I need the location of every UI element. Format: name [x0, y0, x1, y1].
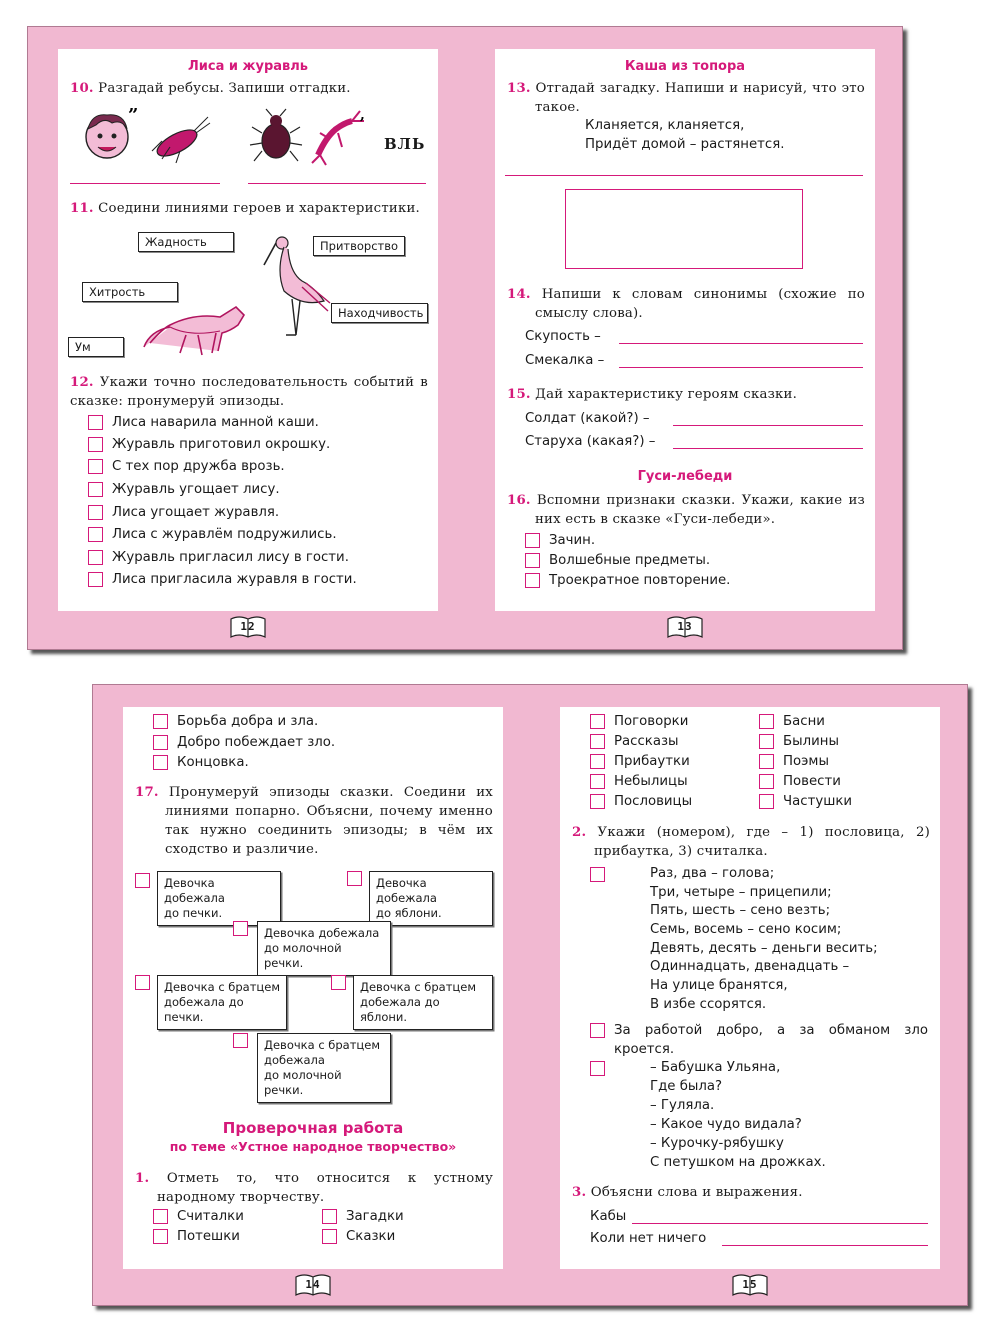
task-14 — [507, 285, 865, 323]
story-title-axe-porridge: Каша из топора — [624, 59, 746, 74]
sequence-item — [88, 437, 330, 452]
answer-line-riddle[interactable] — [505, 175, 863, 176]
synonym-line-1[interactable] — [619, 343, 863, 344]
verse-line: – Какое чудо видала? — [650, 1117, 802, 1132]
episode-card-3[interactable]: Девочка добежала до молочной речки. — [257, 921, 391, 976]
genre-text: Считалки — [177, 1209, 244, 1224]
task-16 — [507, 491, 865, 529]
fairy-feature-item — [153, 714, 318, 729]
label-pretense[interactable]: Притворство — [313, 236, 405, 256]
story-title-fox-crane: Лиса и журавль — [187, 59, 308, 74]
genre-item — [759, 774, 841, 789]
sequence-item — [88, 572, 357, 587]
sequence-checkbox-2[interactable] — [88, 437, 103, 452]
page-number-12: 12 — [229, 615, 267, 641]
page-number-14: 14 — [294, 1273, 332, 1299]
verse-checkbox-proverb[interactable] — [590, 1023, 605, 1038]
crane-picture — [262, 231, 332, 339]
page-13 — [495, 49, 875, 633]
rebus-2-pictures — [248, 107, 368, 167]
genre-checkbox[interactable] — [759, 734, 774, 749]
proverb-line-2: кроется. — [614, 1042, 675, 1057]
sequence-checkbox-6[interactable] — [88, 527, 103, 542]
genre-item — [759, 714, 825, 729]
riddle-line-2: Придёт домой – растянется. — [585, 137, 785, 152]
episode-card-1[interactable]: Девочка добежала до печки. — [157, 871, 281, 926]
genre-item — [590, 754, 690, 769]
genre-item — [322, 1229, 395, 1244]
genre-checkbox[interactable] — [590, 774, 605, 789]
genre-text: Пословицы — [614, 794, 693, 809]
genre-text: Поэмы — [783, 754, 829, 769]
task-13-number: 13. — [507, 81, 531, 96]
genre-item — [759, 734, 839, 749]
task-12-text: Укажи точно последовательность событий в сказке: пронумеруй эпизоды. — [70, 375, 428, 409]
page-12 — [58, 49, 438, 633]
fairy-feature-checkbox-3[interactable] — [153, 755, 168, 770]
story-title-geese-swans: Гуси-лебеди — [637, 469, 733, 484]
phrase-koli-net-nichego: Коли нет ничего — [590, 1231, 707, 1246]
svg-text:,: , — [360, 107, 365, 123]
task-12 — [70, 373, 428, 411]
fairy-feature-item — [153, 755, 249, 770]
task-10-number: 10. — [70, 81, 94, 96]
genre-text: Рассказы — [614, 734, 679, 749]
sequence-item — [88, 459, 285, 474]
word-kaby: Кабы — [590, 1209, 627, 1224]
genre-checkbox-counting[interactable] — [153, 1209, 168, 1224]
question-1 — [135, 1169, 493, 1207]
verse-line: В избе ссорятся. — [650, 997, 767, 1012]
sequence-text-6: Лиса с журавлём подружились. — [112, 527, 337, 542]
sequence-text-7: Журавль пригласил лису в гости. — [112, 550, 349, 565]
answer-line-rebus-2[interactable] — [248, 183, 426, 184]
svg-text:”: ” — [128, 107, 139, 126]
genre-text: Сказки — [346, 1229, 396, 1244]
spread-pages-14-15 — [92, 684, 968, 1306]
genre-checkbox[interactable] — [590, 734, 605, 749]
answer-line-koli[interactable] — [722, 1245, 928, 1246]
task-16-number: 16. — [507, 493, 531, 508]
fairy-feature-text-1: Борьба добра и зла. — [177, 714, 319, 729]
label-cunning[interactable]: Хитрость — [82, 282, 178, 302]
genre-checkbox[interactable] — [759, 794, 774, 809]
episode-checkbox-5[interactable] — [331, 975, 346, 990]
sequence-checkbox-4[interactable] — [88, 482, 103, 497]
feature-checkbox-3[interactable] — [525, 573, 540, 588]
page-number-13: 13 — [666, 615, 704, 641]
genre-item — [759, 754, 829, 769]
verse-line: Три, четыре – прицепили; — [650, 885, 832, 900]
feature-checkbox-1[interactable] — [525, 533, 540, 548]
fairy-feature-item — [153, 735, 335, 750]
episode-checkbox-2[interactable] — [347, 871, 362, 886]
task-15 — [507, 385, 865, 404]
genre-checkbox[interactable] — [590, 794, 605, 809]
episode-checkbox-6[interactable] — [233, 1033, 248, 1048]
sequence-item — [88, 527, 337, 542]
genre-text: Повести — [783, 774, 841, 789]
genre-text: Потешки — [177, 1229, 240, 1244]
verse-line: Девять, десять – деньги весить; — [650, 941, 878, 956]
fairy-feature-text-3: Концовка. — [177, 755, 249, 770]
task-17 — [135, 783, 493, 859]
sequence-checkbox-5[interactable] — [88, 505, 103, 520]
task-13-text: Отгадай загадку. Напиши и нарисуй, что это такое. — [535, 81, 865, 115]
hero-soldier-label: Солдат (какой?) – — [525, 411, 650, 426]
sequence-checkbox-1[interactable] — [88, 415, 103, 430]
verse-line: – Гуляла. — [650, 1098, 715, 1113]
fairy-feature-checkbox-1[interactable] — [153, 714, 168, 729]
genre-checkbox[interactable] — [759, 714, 774, 729]
answer-line-rebus-1[interactable] — [70, 183, 220, 184]
feature-item — [525, 553, 710, 568]
feature-text-2: Волшебные предметы. — [549, 553, 711, 568]
genre-text: Былины — [783, 734, 839, 749]
genre-text: Частушки — [783, 794, 853, 809]
synonym-word-1: Скупость – — [525, 329, 601, 344]
task-10-text: Разгадай ребусы. Запиши отгадки. — [98, 81, 351, 96]
genre-text: Прибаутки — [614, 754, 690, 769]
genre-text: Небылицы — [614, 774, 688, 789]
verse-checkbox-counting-rhyme[interactable] — [590, 867, 605, 882]
answer-line-kaby[interactable] — [632, 1223, 928, 1224]
task-11-number: 11. — [70, 201, 94, 216]
feature-checkbox-2[interactable] — [525, 553, 540, 568]
cockroach-icon — [152, 117, 210, 163]
genre-checkbox-tales[interactable] — [322, 1229, 337, 1244]
verse-line: Где была? — [650, 1079, 723, 1094]
riddle-line-1: Кланяется, кланяется, — [585, 118, 745, 133]
task-10 — [70, 79, 428, 98]
rebus-1-pictures — [82, 107, 212, 167]
genre-text: Загадки — [346, 1209, 404, 1224]
episode-checkbox-4[interactable] — [135, 975, 150, 990]
test-subtitle: по теме «Устное народное творчество» — [169, 1139, 457, 1154]
genre-checkbox[interactable] — [590, 714, 605, 729]
spread-pages-12-13 — [27, 26, 903, 650]
task-12-number: 12. — [70, 375, 94, 390]
episode-checkbox-3[interactable] — [233, 921, 248, 936]
task-17-text: Пронумеруй эпизоды сказки. Соедини их линиями попарно. Объясни, почему именно так нужно соединить эпизоды; в чём их сходство и различие. — [165, 785, 493, 857]
verse-line: Раз, два – голова; — [650, 866, 775, 881]
sequence-item — [88, 550, 349, 565]
proverb-line-1: За работой добро, а за обманом зло — [614, 1023, 928, 1038]
episode-card-4[interactable]: Девочка с братцем добежала до печки. — [157, 975, 287, 1030]
sequence-checkbox-3[interactable] — [88, 459, 103, 474]
task-11-text: Соедини линиями героев и характеристики. — [98, 201, 420, 216]
verse-checkbox-joke[interactable] — [590, 1061, 605, 1076]
beetle-icon — [250, 109, 302, 161]
verse-line: Семь, восемь – сено косим; — [650, 922, 842, 937]
sequence-text-3: С тех пор дружба врозь. — [112, 459, 285, 474]
page-number-15: 15 — [731, 1273, 769, 1299]
task-14-text: Напиши к словам синонимы (схожие по смыслу слова). — [535, 287, 865, 321]
episode-checkbox-1[interactable] — [135, 873, 150, 888]
genre-checkbox-riddles[interactable] — [322, 1209, 337, 1224]
episode-card-5[interactable]: Девочка с братцем добежала до яблони. — [353, 975, 493, 1030]
synonym-line-2[interactable] — [619, 367, 863, 368]
genre-text: Поговорки — [614, 714, 689, 729]
verse-line: С петушком на дрожках. — [650, 1155, 826, 1170]
hero-old-woman-line[interactable] — [673, 448, 863, 449]
genre-text: Басни — [783, 714, 825, 729]
sequence-text-1: Лиса наварила манной каши. — [112, 415, 319, 430]
task-14-number: 14. — [507, 287, 531, 302]
episode-card-2[interactable]: Девочка добежала до яблони. — [369, 871, 493, 926]
boy-face-icon — [86, 107, 138, 158]
genre-checkbox[interactable] — [759, 774, 774, 789]
genre-item — [153, 1209, 244, 1224]
sequence-text-4: Журавль угощает лису. — [112, 482, 280, 497]
sequence-text-5: Лиса угощает журавля. — [112, 505, 280, 520]
label-resourcefulness[interactable]: Находчивость — [331, 303, 428, 323]
question-3-number: 3. — [572, 1185, 587, 1200]
genre-item — [590, 794, 692, 809]
question-3 — [572, 1183, 930, 1202]
fairy-feature-checkbox-2[interactable] — [153, 735, 168, 750]
label-greed[interactable]: Жадность — [138, 232, 234, 252]
verse-line: – Бабушка Ульяна, — [650, 1060, 781, 1075]
feature-item — [525, 573, 730, 588]
genre-item — [590, 774, 688, 789]
task-15-text: Дай характеристику героям сказки. — [535, 387, 798, 402]
label-mind[interactable]: Ум — [68, 337, 124, 357]
drawing-box[interactable] — [565, 189, 803, 269]
fox-picture — [140, 285, 250, 357]
sequence-item — [88, 505, 279, 520]
genre-item — [590, 734, 679, 749]
sequence-item — [88, 482, 280, 497]
crayfish-icon — [312, 107, 365, 165]
genre-item — [759, 794, 852, 809]
hero-old-woman-label: Старуха (какая?) – — [525, 434, 656, 449]
rebus-letters: ВЛЬ — [384, 135, 426, 153]
feature-item — [525, 533, 595, 548]
task-16-text: Вспомни признаки сказки. Укажи, какие из них есть в сказке «Гуси-лебеди». — [535, 493, 865, 527]
verse-line: Одиннадцать, двенадцать – — [650, 959, 850, 974]
page-15 — [560, 707, 940, 1291]
task-15-number: 15. — [507, 387, 531, 402]
task-13 — [507, 79, 865, 117]
verse-line: На улице бранятся, — [650, 978, 788, 993]
page-14 — [123, 707, 503, 1291]
question-3-text: Объясни слова и выражения. — [590, 1185, 803, 1200]
genre-checkbox-nursery[interactable] — [153, 1229, 168, 1244]
genre-item — [153, 1229, 240, 1244]
fairy-feature-text-2: Добро побеждает зло. — [177, 735, 336, 750]
episode-card-6[interactable]: Девочка с братцем добежала до молочной речки. — [257, 1033, 391, 1103]
question-1-number: 1. — [135, 1171, 150, 1186]
verse-line: – Курочку-рябушку — [650, 1136, 784, 1151]
sequence-text-8: Лиса пригласила журавля в гости. — [112, 572, 357, 587]
genre-item — [322, 1209, 404, 1224]
sequence-item — [88, 415, 319, 430]
genre-item — [590, 714, 688, 729]
synonym-word-2: Смекалка – — [525, 353, 605, 368]
question-2-text: Укажи (номером), где – 1) пословица, 2) прибаутка, 3) считалка. — [594, 825, 930, 859]
task-11 — [70, 199, 428, 218]
feature-text-3: Троекратное повторение. — [549, 573, 731, 588]
task-17-number: 17. — [135, 785, 159, 800]
question-2 — [572, 823, 930, 861]
test-title: Проверочная работа — [222, 1119, 404, 1137]
genre-checkbox[interactable] — [759, 754, 774, 769]
sequence-checkbox-7[interactable] — [88, 550, 103, 565]
question-1-text: Отметь то, что относится к устному народному творчеству. — [157, 1171, 493, 1205]
sequence-text-2: Журавль приготовил окрошку. — [112, 437, 331, 452]
verse-line: Пять, шесть – сено везть; — [650, 903, 831, 918]
sequence-checkbox-8[interactable] — [88, 572, 103, 587]
hero-soldier-line[interactable] — [673, 425, 863, 426]
question-2-number: 2. — [572, 825, 587, 840]
feature-text-1: Зачин. — [549, 533, 596, 548]
genre-checkbox[interactable] — [590, 754, 605, 769]
